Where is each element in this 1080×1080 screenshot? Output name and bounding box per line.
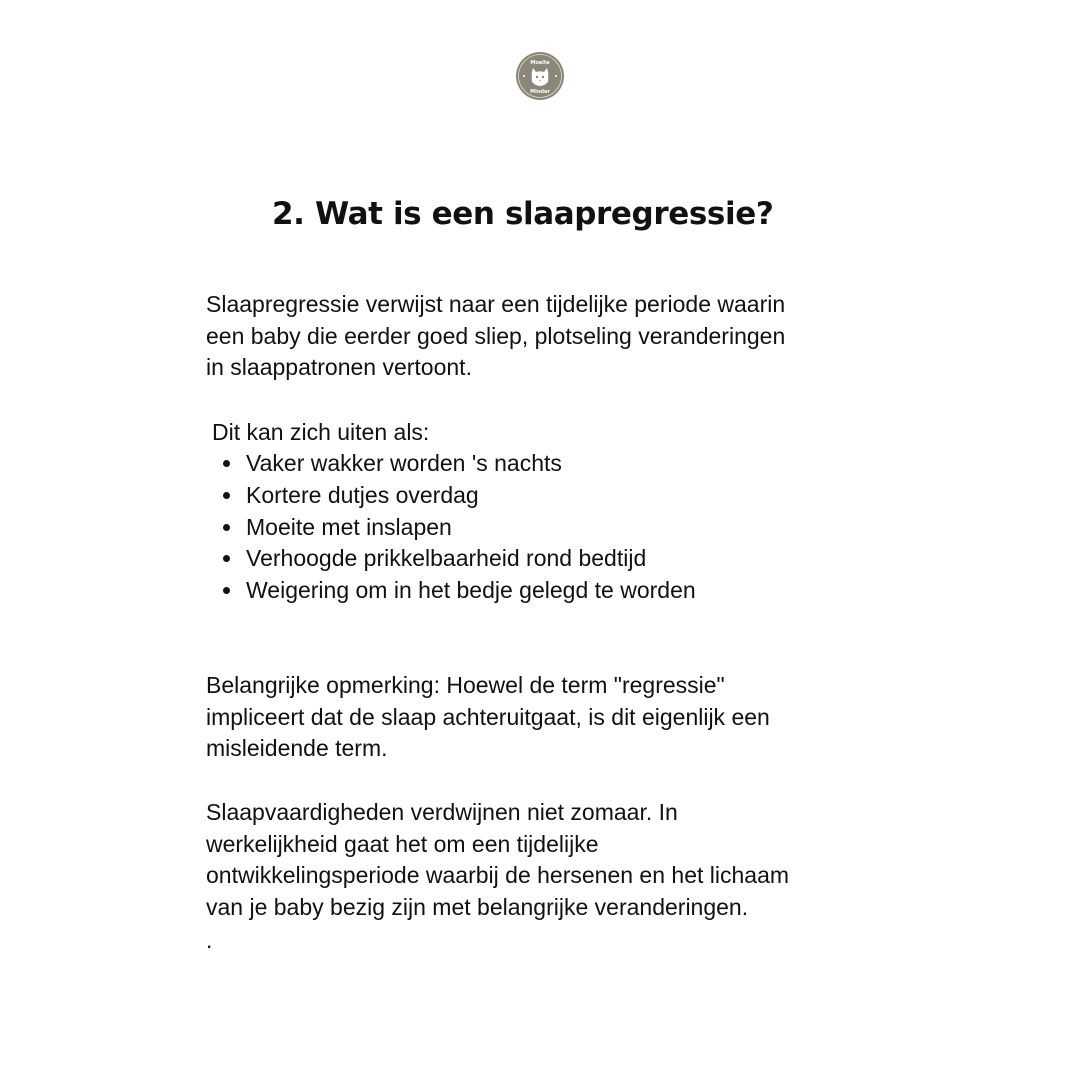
text-line: Slaapvaardigheden verdwijnen niet zomaar. In: [206, 799, 678, 825]
list-item-text: Kortere dutjes overdag: [246, 481, 479, 508]
list-item-text: Vaker wakker worden 's nachts: [246, 450, 562, 476]
logo-text-bottom: Minder: [530, 89, 550, 95]
bullet-icon: [223, 492, 230, 499]
text-line: van je baby bezig zijn met belangrijke veranderingen.: [206, 893, 749, 920]
explanation-paragraph: [206, 797, 789, 923]
list-item: [223, 480, 696, 512]
bullet-icon: [223, 587, 230, 594]
list-item: [223, 575, 696, 607]
bullet-icon: [223, 555, 230, 562]
text-line: Belangrijke opmerking: Hoewel de term "regressie": [206, 672, 725, 698]
text-line: Slaapregressie verwijst naar een tijdelijke periode waarin: [206, 291, 786, 317]
list-intro: Dit kan zich uiten als:: [212, 419, 430, 445]
text-line: ontwikkelingsperiode waarbij de hersenen en het lichaam: [206, 862, 790, 888]
text-line: impliceert dat de slaap achteruitgaat, is dit eigenlijk een: [206, 703, 770, 730]
logo-text-top: Moeite: [530, 60, 550, 66]
bullet-icon: [223, 524, 230, 531]
page-title: 2. Wat is een slaapregressie?: [272, 196, 774, 232]
list-item-text: Verhoogde prikkelbaarheid rond bedtijd: [246, 545, 647, 572]
cat-head-icon: [515, 51, 565, 101]
symptom-list: [223, 448, 696, 607]
list-item-text: Weigering om in het bedje gelegd te worden: [246, 577, 696, 604]
bullet-icon: [223, 460, 230, 467]
text-line: een baby die eerder goed sliep, plotseling veranderingen: [206, 322, 786, 349]
text-line: misleidende term.: [206, 735, 388, 761]
note-paragraph: [206, 670, 770, 765]
intro-paragraph: [206, 289, 785, 384]
list-item: [223, 543, 696, 575]
list-item: [223, 512, 696, 544]
text-line: in slaappatronen vertoont.: [206, 354, 472, 380]
trailing-dot: .: [206, 927, 213, 953]
list-item: [223, 448, 696, 480]
list-item-text: Moeite met inslapen: [246, 513, 452, 540]
text-line: werkelijkheid gaat het om een tijdelijke: [206, 830, 599, 857]
brand-logo: [515, 51, 565, 101]
